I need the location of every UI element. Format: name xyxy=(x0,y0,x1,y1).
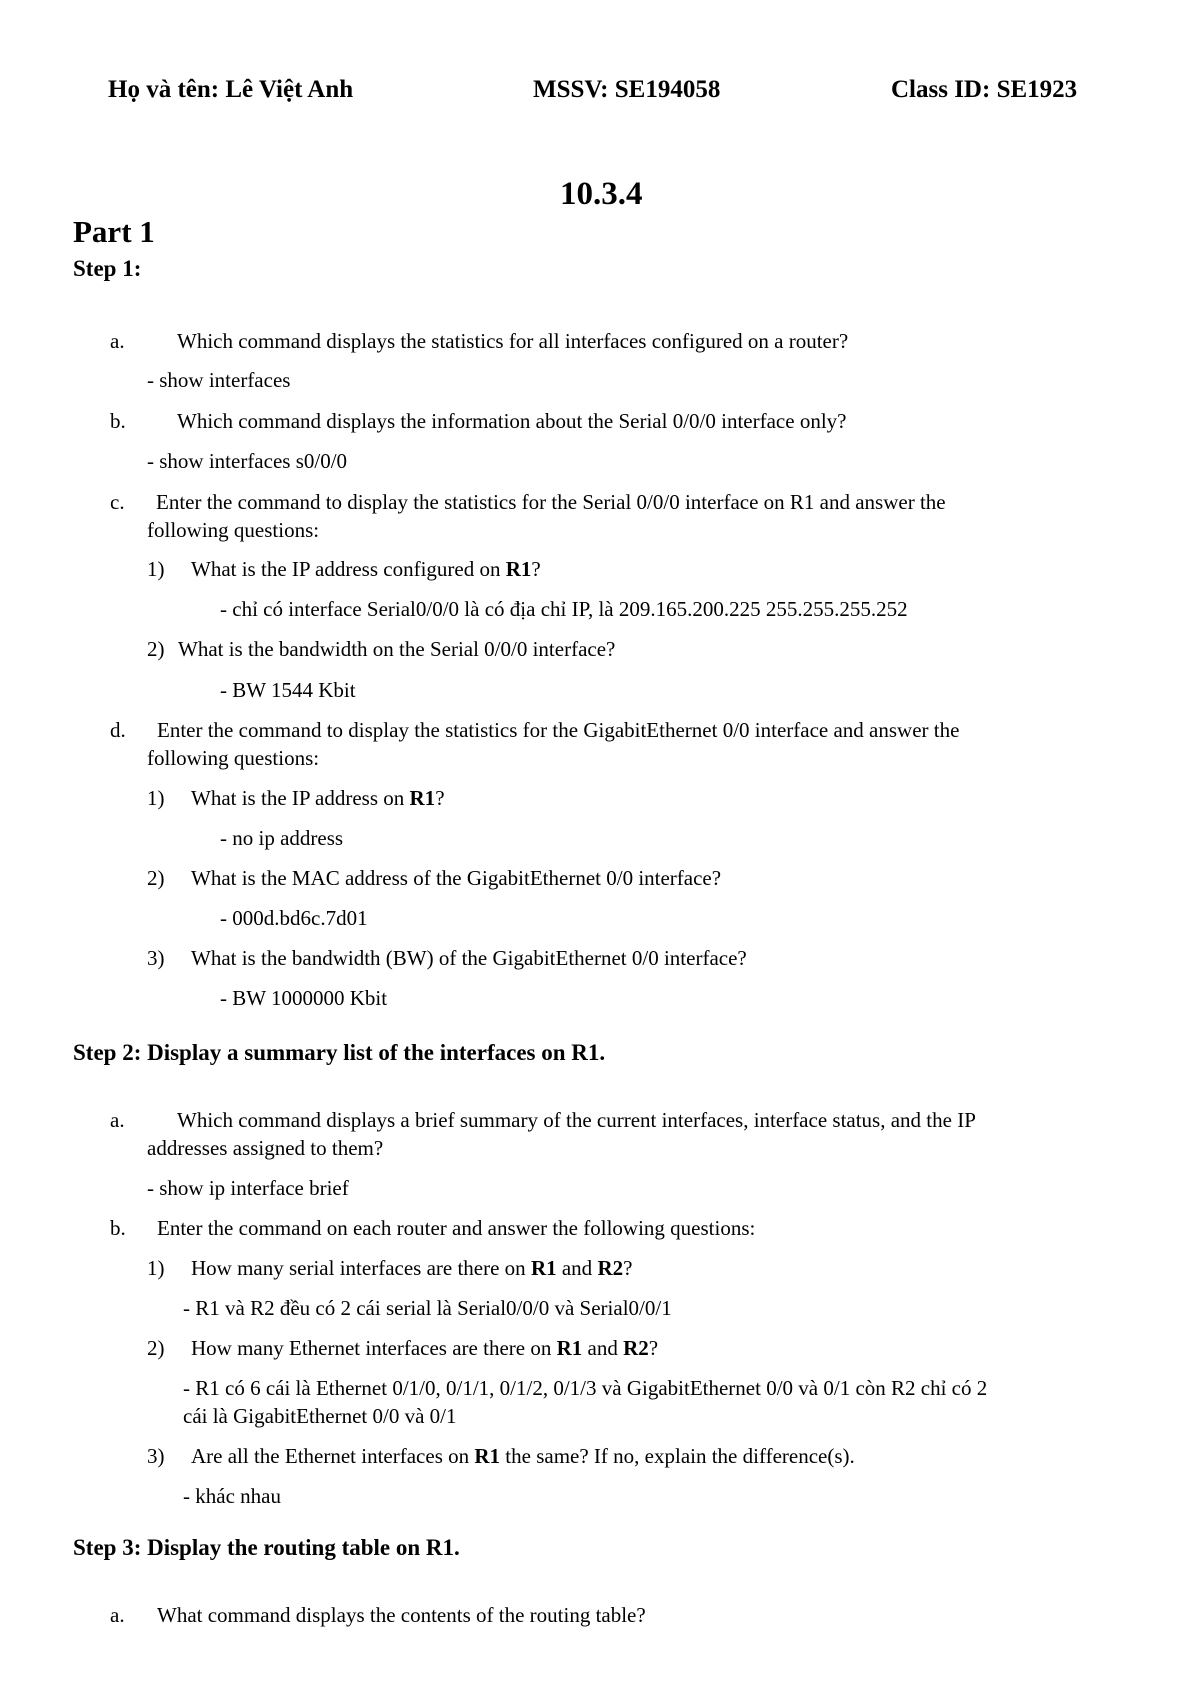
step3-heading: Step 3: Display the routing table on R1. xyxy=(73,1535,460,1560)
page-title: 10.3.4 xyxy=(560,176,643,212)
question-text: Enter the command to display the statistics for the Serial 0/0/0 interface on R1 and answer the xyxy=(156,490,946,514)
class-id: Class ID: SE1923 xyxy=(891,76,1078,103)
list-marker: d. xyxy=(110,718,126,742)
list-marker: a. xyxy=(110,1108,125,1132)
answer-text: - khác nhau xyxy=(183,1484,281,1508)
list-marker: 1) xyxy=(147,1256,165,1280)
list-marker: b. xyxy=(110,1216,126,1240)
question-text: What is the IP address configured on R1? xyxy=(191,557,541,581)
step1-heading: Step 1: xyxy=(73,256,142,281)
list-marker: a. xyxy=(110,329,125,353)
answer-text: - R1 có 6 cái là Ethernet 0/1/0, 0/1/1, 0/1/2, 0/1/3 và GigabitEthernet 0/0 và 0/1 còn R2 chỉ có 2 xyxy=(183,1376,988,1400)
question-text: Enter the command to display the statistics for the GigabitEthernet 0/0 interface and answer the xyxy=(157,718,960,742)
list-marker: a. xyxy=(110,1603,125,1627)
answer-text: - show interfaces s0/0/0 xyxy=(147,449,348,473)
list-marker: 2) xyxy=(147,637,165,661)
question-text: How many Ethernet interfaces are there on R1 and R2? xyxy=(191,1336,659,1360)
answer-text: - 000d.bd6c.7d01 xyxy=(220,906,368,930)
answer-text: - chỉ có interface Serial0/0/0 là có địa chỉ IP, là 209.165.200.225 255.255.255.252 xyxy=(220,597,908,621)
question-text-cont: following questions: xyxy=(147,746,320,770)
student-id: MSSV: SE194058 xyxy=(533,76,721,103)
question-text: Enter the command on each router and answer the following questions: xyxy=(157,1216,756,1240)
question-text: What is the IP address on R1? xyxy=(191,786,445,810)
answer-text: - no ip address xyxy=(220,826,344,850)
student-name: Họ và tên: Lê Việt Anh xyxy=(108,76,354,103)
question-text: Which command displays a brief summary of the current interfaces, interface status, and the IP xyxy=(177,1108,976,1132)
step2-heading: Step 2: Display a summary list of the interfaces on R1. xyxy=(73,1040,606,1065)
question-text: Which command displays the statistics for all interfaces configured on a router? xyxy=(177,329,849,353)
answer-text: - BW 1000000 Kbit xyxy=(220,986,388,1010)
question-text: What is the bandwidth on the Serial 0/0/0 interface? xyxy=(178,637,616,661)
question-text: How many serial interfaces are there on R1 and R2? xyxy=(191,1256,633,1280)
list-marker: 1) xyxy=(147,786,165,810)
answer-text: - show ip interface brief xyxy=(147,1176,349,1200)
list-marker: 3) xyxy=(147,946,165,970)
question-text: What is the bandwidth (BW) of the GigabitEthernet 0/0 interface? xyxy=(191,946,747,970)
list-marker: 3) xyxy=(147,1444,165,1468)
answer-text-cont: cái là GigabitEthernet 0/0 và 0/1 xyxy=(183,1404,457,1428)
list-marker: c. xyxy=(110,490,125,514)
answer-text: - R1 và R2 đều có 2 cái serial là Serial0/0/0 và Serial0/0/1 xyxy=(183,1296,672,1320)
question-text-cont: addresses assigned to them? xyxy=(147,1136,384,1160)
question-text: What command displays the contents of the routing table? xyxy=(157,1603,646,1627)
question-text: Which command displays the information about the Serial 0/0/0 interface only? xyxy=(177,409,847,433)
list-marker: 2) xyxy=(147,866,165,890)
list-marker: 2) xyxy=(147,1336,165,1360)
question-text: What is the MAC address of the GigabitEthernet 0/0 interface? xyxy=(191,866,722,890)
answer-text: - BW 1544 Kbit xyxy=(220,678,356,702)
question-text: Are all the Ethernet interfaces on R1 the same? If no, explain the difference(s). xyxy=(191,1444,855,1468)
question-text-cont: following questions: xyxy=(147,518,320,542)
list-marker: b. xyxy=(110,409,126,433)
answer-text: - show interfaces xyxy=(147,368,291,392)
part-heading: Part 1 xyxy=(73,214,155,249)
list-marker: 1) xyxy=(147,557,165,581)
